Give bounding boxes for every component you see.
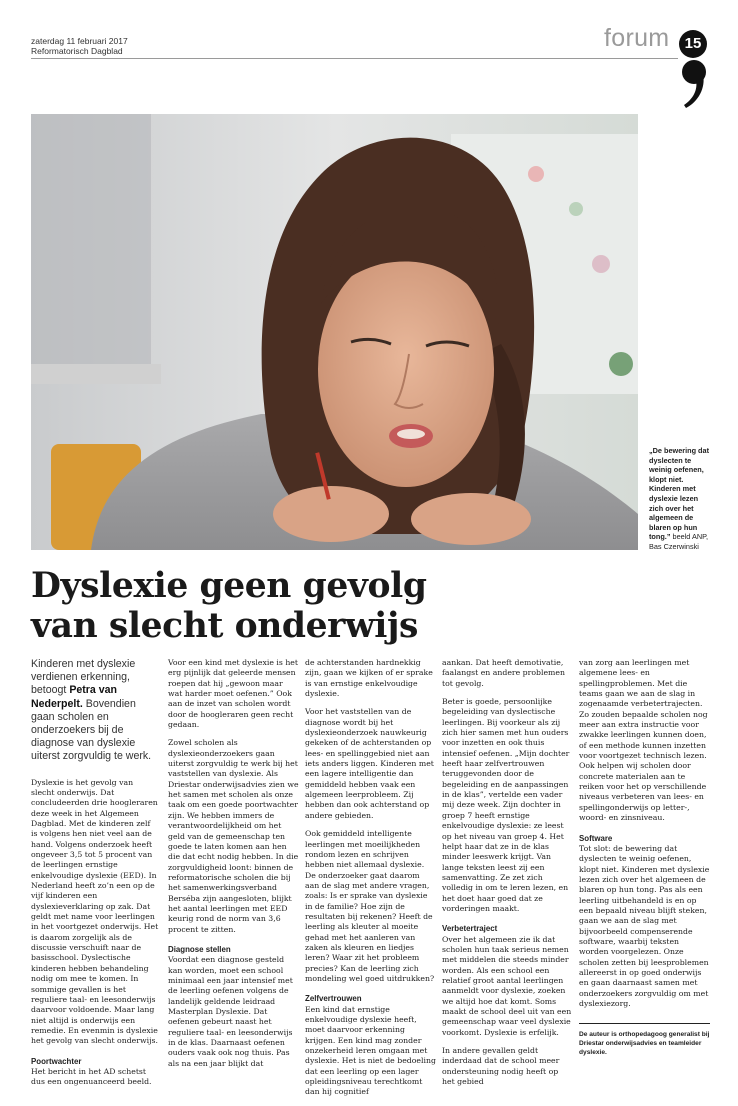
article-headline (31, 566, 681, 646)
subheading-poortwachter: Poortwachter (31, 1056, 82, 1066)
subheading-software: Software (579, 833, 613, 843)
article-column-1 (31, 658, 159, 1096)
headline-line-2: van slecht onderwijs (31, 606, 419, 646)
article-column-3 (305, 658, 436, 1106)
intro-tail: Bovendien gaan scholen en onderzoekers bij de diagnose van dyslexie uiterst zorgvuldig te werk. (31, 697, 152, 763)
intro-lead: Kinderen met dyslexie verdienen erkenning, betoogt (31, 658, 136, 697)
article-photo (31, 114, 638, 550)
paragraph: Beter is goede, persoonlijke begeleiding van dyslectische leerlingen. Bij voorkeur als zij zich hier samen met hun ouders voor inzetten en ook thuis intensief oefenen. „Mijn dochter heeft haar zelfvertrouwen teruggevonden door de begeleiding en de aanpassingen in de klas”, vertelde een vader mij deze week. Zijn dochter in groep 7 heeft ernstige enkelvoudige dyslexie: ze leest op het niveau van groep 4. Het helpt haar dat ze in de klas minder leeswerk krijgt. Van lange teksten leest zij een samenvatting. Ze zet zich volledig in om te leren lezen, en het doet haar goed dat ze vorderingen maakt. (442, 697, 570, 913)
paragraph: Het bericht in het AD schetst dus een ongenuanceerd beeld. (31, 1066, 152, 1087)
paragraph: Voor een kind met dyslexie is het erg pijnlijk dat geleerde mensen roepen dat hij „gewoon maar wat harder moet oefenen.” Ook aan de inzet van scholen wordt door de hoogleraren geen recht gedaan. (168, 658, 299, 730)
header-divider (31, 58, 678, 59)
article-column-2 (168, 658, 299, 1077)
subheading-zelfvertrouwen: Zelfvertrouwen (305, 994, 362, 1004)
article-column-5 (579, 658, 710, 1057)
author-divider (579, 1023, 710, 1024)
newspaper-name: Reformatorisch Dagblad (31, 46, 123, 56)
subheading-verbetertraject: Verbetertraject (442, 924, 498, 934)
article-column-4 (442, 658, 573, 1095)
subheading-diagnose: Diagnose stellen (168, 944, 231, 954)
paragraph: Dyslexie is het gevolg van slecht onderwijs. Dat concludeerden drie hoogleraren deze week in het Algemeen Dagblad. Met de kinderen zelf is volgens hen niet veel aan de hand. Volgens onderzoek heeft ongeveer 3,5 tot 5 procent van de leerlingen ernstige enkelvoudige dyslexie (EED). In Nederland heeft zo’n een op de vijf kinderen een dyslexieverklaring op zak. Dat geldt met name voor leerlingen in het voortgezet onderwijs. Het is daarom zorgelijk als de discussie verschuift naar de basisschool. Dyslectische kinderen hebben behandeling nodig om mee te komen. In sommige gevallen is het reguliere taal- en leesonderwijs daarvoor voldoende. Maar lang niet altijd is onderwijs een remedie. En evenmin is dyslexie het gevolg van slecht onderwijs. (31, 777, 159, 1046)
paragraph: van zorg aan leerlingen met algemene lees- en spellingproblemen. Met die teams gaan we aan de slag in zogenaamde verbetertrajecten. Zo zouden bepaalde scholen nog meer aan extra instructie voor zwakke leerlingen kunnen doen, of een methode kunnen inzetten voor voortgezet technisch lezen. Ook helpen wij scholen door concrete materialen aan te reiken voor het op verschillende niveaus verbeteren van lees- en spellingonderwijs op letter-, woord- en zinsniveau. (579, 658, 708, 823)
paragraph: Een kind dat ernstige enkelvoudige dyslexie heeft, moet daarvoor erkenning krijgen. Een kind mag zonder onzekerheid leren omgaan met dyslexie. Het is niet de bedoeling dat een leerling op een lager opleidingsniveau terechtkomt dan hij cognitief (305, 1004, 436, 1097)
paragraph: Tot slot: de bewering dat dyslecten te weinig oefenen, klopt niet. Kinderen met dyslexie lezen zich over het algemeen de blaren op hun tong. Pas als een leerling uitbehandeld is en op een bepaald niveau blijft steken, gaan we aan de slag met bijvoorbeeld compenserende software, waarbij teksten worden voorgelezen. Onze scholen zetten bij leesproblemen allereerst in op goed onderwijs en gaan daarnaast samen met onderzoekers zorgvuldig om met dyslexiezorg. (579, 843, 710, 1008)
paragraph: In andere gevallen geldt inderdaad dat de school meer ondersteuning nodig heeft op het gebied (442, 1046, 560, 1087)
section-label: forum (604, 24, 670, 52)
paragraph: Voor het vaststellen van de diagnose wordt bij het dyslexieonderzoek nauwkeurig gekeken of de achterstanden op lees- en spellinggebied niet aan iets anders liggen. Kinderen met een lagere intelligentie dan gemiddeld hebben vaak een algemeen leerprobleem. Zij hebben dan ook achterstand op andere gebieden. (305, 707, 434, 820)
author-note: De auteur is orthopedagoog generalist bij Driestar onderwijsadvies en teamleider dyslexie. (579, 1031, 710, 1057)
caption-quote: „De bewering dat dyslecten te weinig oefenen, klopt niet. Kinderen met dyslexie lezen zich over het algemeen de blaren op hun tong.” (649, 446, 710, 542)
paragraph: Voordat een diagnose gesteld kan worden, moet een school minimaal een jaar intensief met de leerling oefenen volgens de landelijk geldende leidraad Masterplan Dyslexie. Dat oefenen gebeurt naast het reguliere taal- en leesonderwijs in de klas. Daarnaast oefenen ouders vaak ook nog thuis. Pas als na een jaar blijkt dat (168, 955, 293, 1068)
comma-icon (676, 58, 712, 110)
paragraph: aankan. Dat heeft demotivatie, faalangst en andere problemen tot gevolg. (442, 658, 565, 688)
article-intro (31, 658, 159, 764)
paragraph: de achterstanden hardnekkig zijn, gaan we kijken of er sprake is van ernstige enkelvoudige dyslexie. (305, 658, 433, 699)
author-name: Petra van Nederpelt. (31, 684, 118, 710)
photo-caption (649, 446, 713, 552)
headline-line-1: Dyslexie geen gevolg (31, 566, 427, 606)
paragraph: Zowel scholen als dyslexieonderzoekers gaan uiterst zorgvuldig te werk bij het vaststellen van dyslexie. Als Driestar onderwijsadvies zien we het samen met scholen als onze taak om een goede poortwachter zijn. We hebben immers de verantwoordelijkheid om het geld van de gemeenschap ten goede te laten komen aan hen die dat echt nodig hebben. In die zorgvuldigheid loont: binnen de reformatorische scholen die bij het samenwerkingsverband Berséba zijn aangesloten, blijkt het aantal leerlingen met EED keurig rond de norm van 3,6 procent te zitten. (168, 738, 299, 934)
paragraph: Over het algemeen zie ik dat scholen hun taak serieus nemen met middelen die steeds minder worden. Als een school een relatief groot aantal leerlingen aanmeldt voor dyslexie, zoeken we altijd hoe dat komt. Soms maakt de school deel uit van een gemeenschap waar veel dyslexie voorkomt. Dyslexie is erfelijk. (442, 934, 572, 1037)
page-number-badge: 15 (679, 30, 707, 58)
paragraph: Ook gemiddeld intelligente leerlingen met moeilijkheden rondom lezen en schrijven hebben niet allemaal dyslexie. De onderzoeker gaat daarom aan de slag met andere vragen, zoals: Is er sprake van dyslexie in de familie? Hoe zijn de resultaten bij rekenen? Heeft de leerling als kleuter al moeite gehad met het aanleren van zaken als kleuren en liedjes leren? Waar zit het probleem precies? Kan de leerling zich mondeling wel goed uitdrukken? (305, 829, 435, 983)
publication-date: zaterdag 11 februari 2017 (31, 36, 128, 46)
caption-credit: beeld ANP, Bas Czerwinski (649, 532, 709, 551)
